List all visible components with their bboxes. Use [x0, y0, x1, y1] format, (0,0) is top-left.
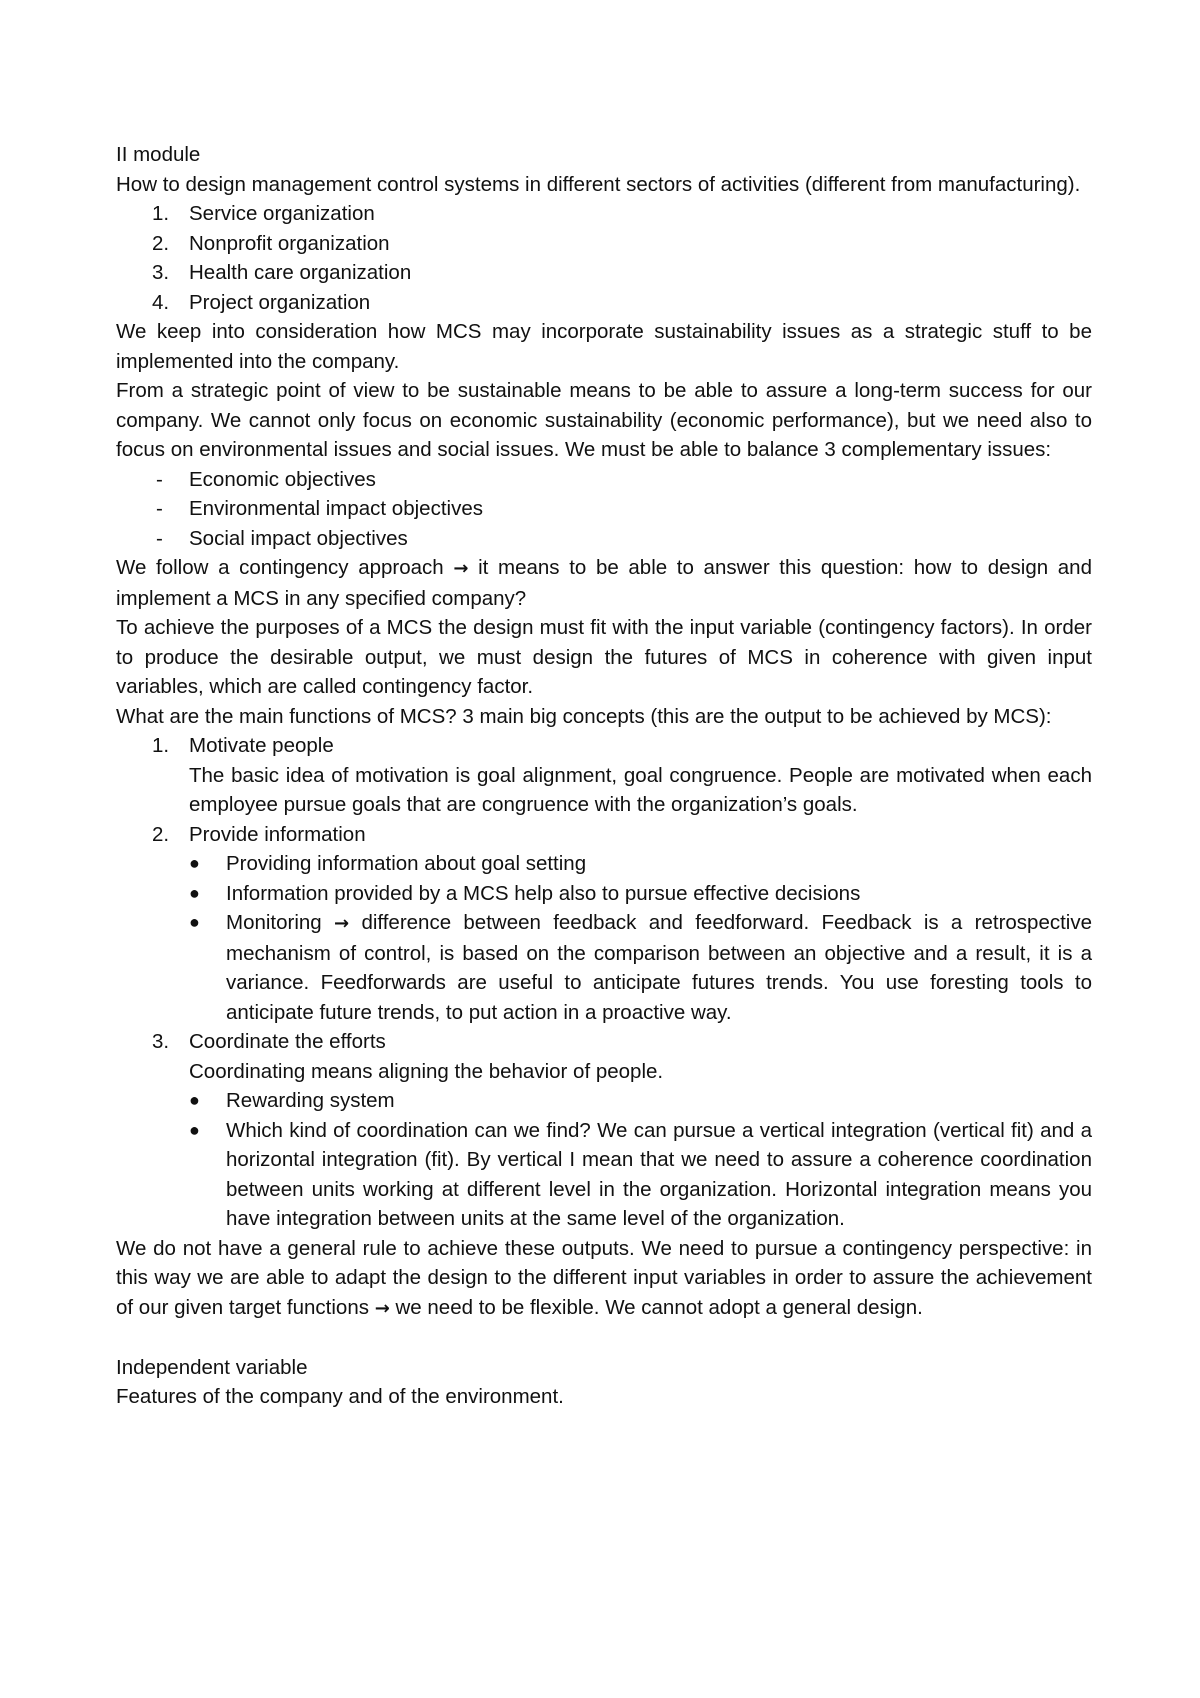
coordination-bullets — [116, 1086, 1092, 1234]
arrow-right-icon: → — [374, 1297, 390, 1319]
list-number: 3. — [152, 1030, 170, 1053]
module-heading: II module — [116, 143, 201, 166]
bullet-icon: ● — [189, 853, 200, 873]
function-description: The basic idea of motivation is goal alignment, goal congruence. People are motivated when each employee pursue goals that are congruence with the organization’s goals. — [189, 763, 1092, 816]
list-number: 3. — [152, 261, 170, 284]
list-item — [116, 465, 1092, 495]
list-item — [116, 908, 1092, 1027]
list-number: 2. — [152, 822, 170, 846]
general-rule-text-a: We do not have a general rule to achieve these outputs. We need to pursue a contingency perspective: in this way we are able to adapt the design to the different input variables in order to assure the achievement of our given target functions — [116, 1236, 1092, 1319]
list-item-text: Nonprofit organization — [189, 231, 390, 255]
information-bullets — [116, 849, 1092, 1027]
fit-paragraph: To achieve the purposes of a MCS the design must fit with the input variable (contingency factors). In order to produce the desirable output, we must design the futures of MCS in coherence with given input variables, which are called contingency factor. — [116, 616, 1092, 698]
bullet-text: Providing information about goal setting — [226, 852, 587, 875]
list-item — [116, 1116, 1092, 1234]
function-description: Coordinating means aligning the behavior of people. — [189, 1059, 664, 1083]
function-title: Motivate people — [189, 734, 334, 757]
list-item — [116, 879, 1092, 909]
sustainability-paragraph-2: From a strategic point of view to be sustainable means to be able to assure a long-term success for our company. We cannot only focus on economic sustainability (economic performance), but we need also to focus on environmental issues and social issues. We must be able to balance 3 complementary issues: — [116, 379, 1092, 461]
sector-list — [116, 199, 1092, 317]
list-item — [116, 524, 1092, 554]
list-item — [116, 731, 1092, 820]
section-heading: Independent variable — [116, 1355, 308, 1379]
list-item — [116, 1027, 1092, 1086]
bullet-icon: ● — [189, 1119, 200, 1140]
arrow-right-icon: → — [453, 558, 469, 579]
sustainability-paragraph-1: We keep into consideration how MCS may incorporate sustainability issues as a strategic stuff to be implemented into the company. — [116, 320, 1092, 373]
function-title: Provide information — [189, 822, 366, 846]
list-item-text: Project organization — [189, 290, 371, 314]
general-rule-text-b: we need to be flexible. We cannot adopt a general design. — [395, 1295, 923, 1319]
bullet-icon: ● — [189, 912, 200, 932]
list-item-text: Service organization — [189, 202, 375, 225]
list-item — [116, 288, 1092, 318]
function-title: Coordinate the efforts — [189, 1030, 386, 1053]
list-item — [116, 820, 1092, 850]
list-item — [116, 229, 1092, 259]
general-rule-paragraph — [116, 1234, 1092, 1324]
list-item — [116, 199, 1092, 229]
section-text: Features of the company and of the environment. — [116, 1385, 564, 1408]
list-number: 4. — [152, 290, 170, 314]
bullet-text-a: Monitoring — [226, 911, 322, 934]
intro-paragraph: How to design management control systems in different sectors of activities (different from manufacturing). — [116, 172, 1081, 196]
objectives-list — [116, 465, 1092, 554]
list-item-text: Environmental impact objectives — [189, 497, 483, 520]
list-item-text: Health care organization — [189, 261, 412, 284]
dash-marker: - — [156, 497, 163, 520]
functions-list — [116, 731, 1092, 849]
list-item — [116, 849, 1092, 879]
dash-marker: - — [156, 526, 163, 550]
list-item — [116, 494, 1092, 524]
functions-paragraph: What are the main functions of MCS? 3 main big concepts (this are the output to be achieved by MCS): — [116, 704, 1052, 728]
list-item — [116, 1086, 1092, 1116]
contingency-paragraph — [116, 553, 1092, 613]
blank-line — [116, 1323, 1092, 1353]
bullet-icon: ● — [189, 882, 200, 903]
document-page — [116, 140, 1092, 1412]
bullet-text: Information provided by a MCS help also to pursue effective decisions — [226, 881, 861, 905]
contingency-text-a: We follow a contingency approach — [116, 556, 444, 579]
contingency-text-b: it means to be able to answer this question: how to design and implement a MCS in any specified company? — [116, 556, 1092, 610]
bullet-icon: ● — [189, 1090, 200, 1110]
list-item — [116, 258, 1092, 288]
arrow-right-icon: → — [334, 913, 350, 934]
list-item-text: Social impact objectives — [189, 526, 408, 550]
list-item-text: Economic objectives — [189, 467, 376, 491]
bullet-text: Which kind of coordination can we find? We can pursue a vertical integration (vertical fit) and a horizontal integration (fit). By vertical I mean that we need to assure a coherence coordination between units working at different level in the organization. Horizontal integration means you have integration between units at the same level of the organization. — [226, 1118, 1092, 1230]
bullet-text-b: difference between feedback and feedforward. Feedback is a retrospective mechanism of control, is based on the comparison between an objective and a result, it is a variance. Feedforwards are useful to anticipate futures trends. You use foresting tools to anticipate future trends, to put action in a proactive way. — [226, 911, 1092, 1024]
list-number: 1. — [152, 202, 170, 225]
dash-marker: - — [156, 467, 163, 491]
list-number: 2. — [152, 231, 170, 255]
functions-list-continued — [116, 1027, 1092, 1086]
list-number: 1. — [152, 734, 170, 757]
bullet-text: Rewarding system — [226, 1089, 395, 1112]
